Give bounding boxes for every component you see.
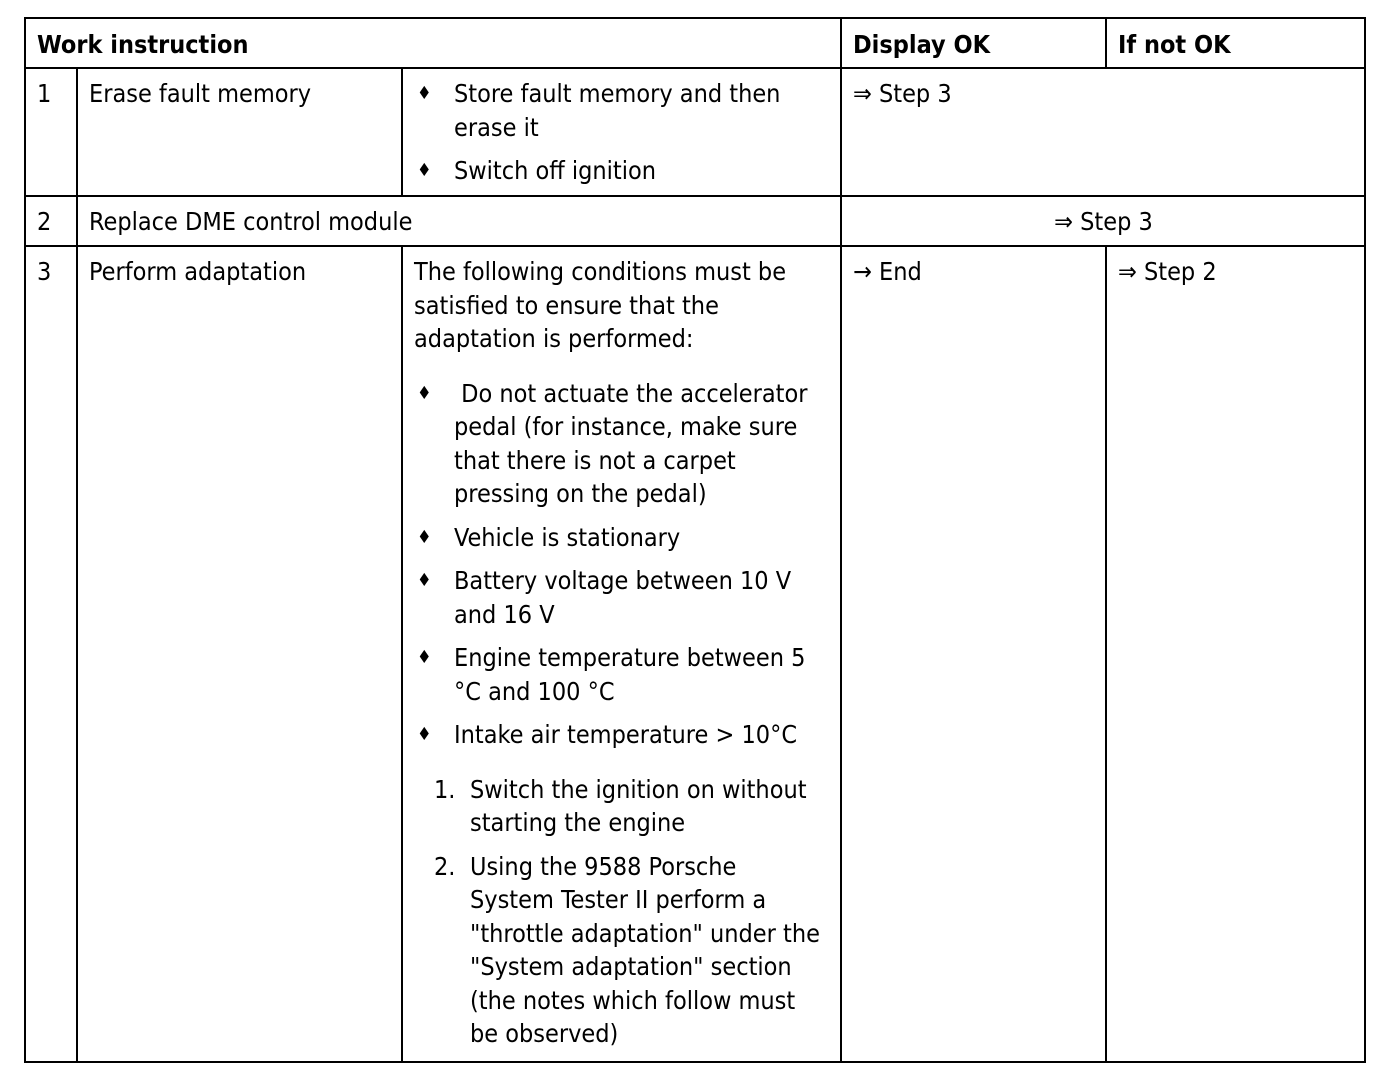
list-item: ♦ Battery voltage between 10 V and 16 V [417, 566, 792, 629]
list-item: ♦ Switch off ignition [414, 154, 830, 188]
list-item: ♦ Vehicle is stationary [414, 521, 826, 555]
instruction-details [403, 69, 840, 198]
diamond-bullet-icon: ♦ [417, 83, 432, 104]
conditions-intro: The following conditions must be satisfied to ensure that the adaptation is performed: [414, 257, 787, 353]
step-number: 2 [37, 207, 52, 236]
column-divider [1105, 247, 1107, 1061]
if-not-ok-value: ⇒ Step 2 [1118, 257, 1217, 286]
display-ok-value: ⇒ Step 3 [853, 79, 952, 108]
column-divider [840, 19, 842, 1061]
list-item: ♦ Engine temperature between 5 °C and 100 °C [417, 643, 806, 706]
diamond-bullet-icon: ♦ [417, 382, 432, 404]
list-item: ♦ Intake air temperature > 10°C [414, 718, 826, 752]
display-ok-value: → End [853, 257, 922, 286]
instruction-text: Erase fault memory [89, 79, 312, 108]
diamond-bullet-icon: ♦ [417, 160, 432, 181]
diamond-bullet-icon: ♦ [417, 570, 432, 591]
list-item: ♦ Store fault memory and then erase it [417, 79, 781, 142]
list-item: 1. Switch the ignition on without starting the engine [434, 774, 807, 837]
list-item: 2. Using the 9588 Porsche System Tester II perform a "throttle adaptation" under the "System adaptation" section (the notes which follow must be observed) [434, 851, 820, 1048]
instruction-details [403, 247, 840, 1061]
instruction-text: Replace DME control module [89, 207, 413, 236]
work-instruction-table [24, 17, 1366, 1063]
step-number: 3 [37, 257, 52, 286]
instruction-text: Perform adaptation [89, 257, 307, 286]
list-item: ♦ Do not actuate the accelerator pedal (for instance, make sure that there is not a carpet pressing on the pedal) [417, 378, 815, 508]
diamond-bullet-icon: ♦ [417, 526, 432, 548]
if-not-ok-value [1107, 69, 1364, 77]
header-display-ok: Display OK [853, 30, 991, 59]
header-work-instruction: Work instruction [37, 30, 249, 59]
diamond-bullet-icon: ♦ [417, 647, 432, 668]
step-number: 1 [37, 79, 52, 108]
display-ok-value: ⇒ Step 3 [1054, 207, 1153, 236]
header-if-not-ok: If not OK [1118, 30, 1231, 59]
diamond-bullet-icon: ♦ [417, 724, 432, 745]
